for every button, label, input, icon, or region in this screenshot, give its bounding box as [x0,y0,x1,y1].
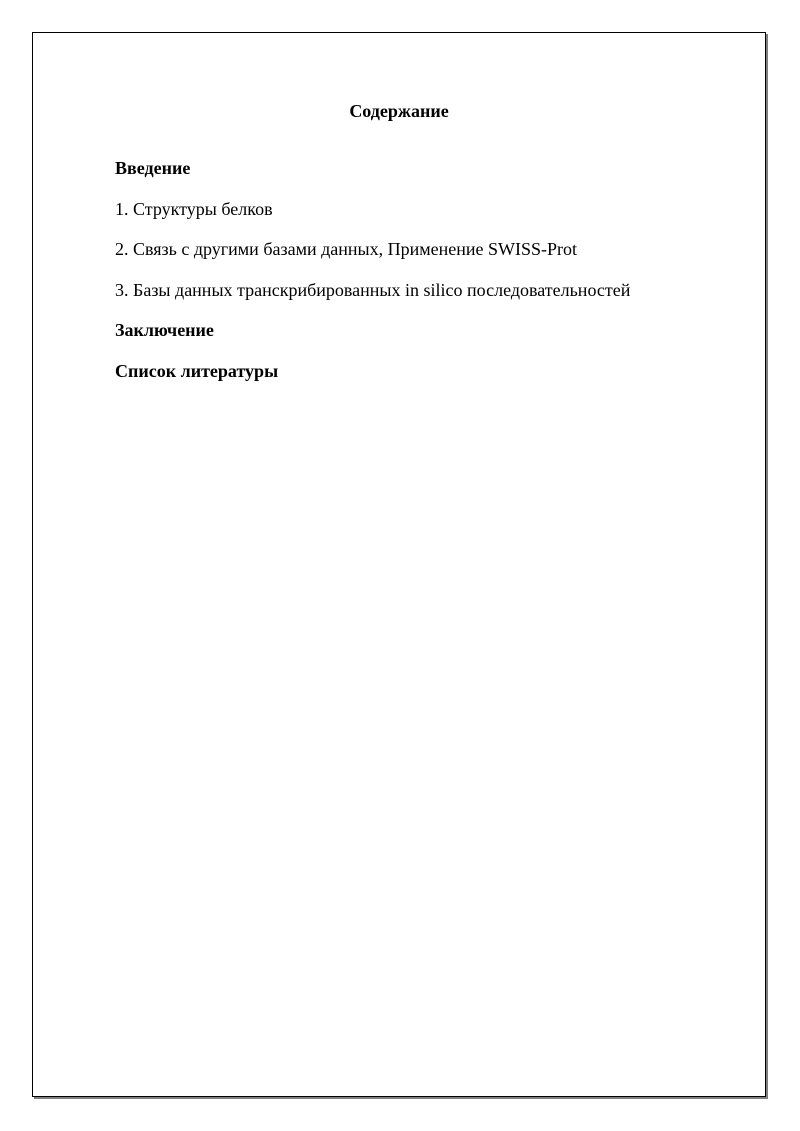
toc-item-section-1: 1. Структуры белков [115,198,273,219]
page-title: Содержание [349,101,449,121]
toc-item-conclusion: Заключение [115,320,214,340]
document-page [32,32,766,1097]
toc-item-introduction: Введение [115,158,191,178]
toc-item-references: Список литературы [115,360,279,381]
toc-item-section-2: 2. Связь с другими базами данных, Применение SWISS-Prot [115,239,577,259]
toc-item-section-3: 3. Базы данных транскрибированных in silico последовательностей [115,279,631,300]
table-of-contents [115,157,630,400]
